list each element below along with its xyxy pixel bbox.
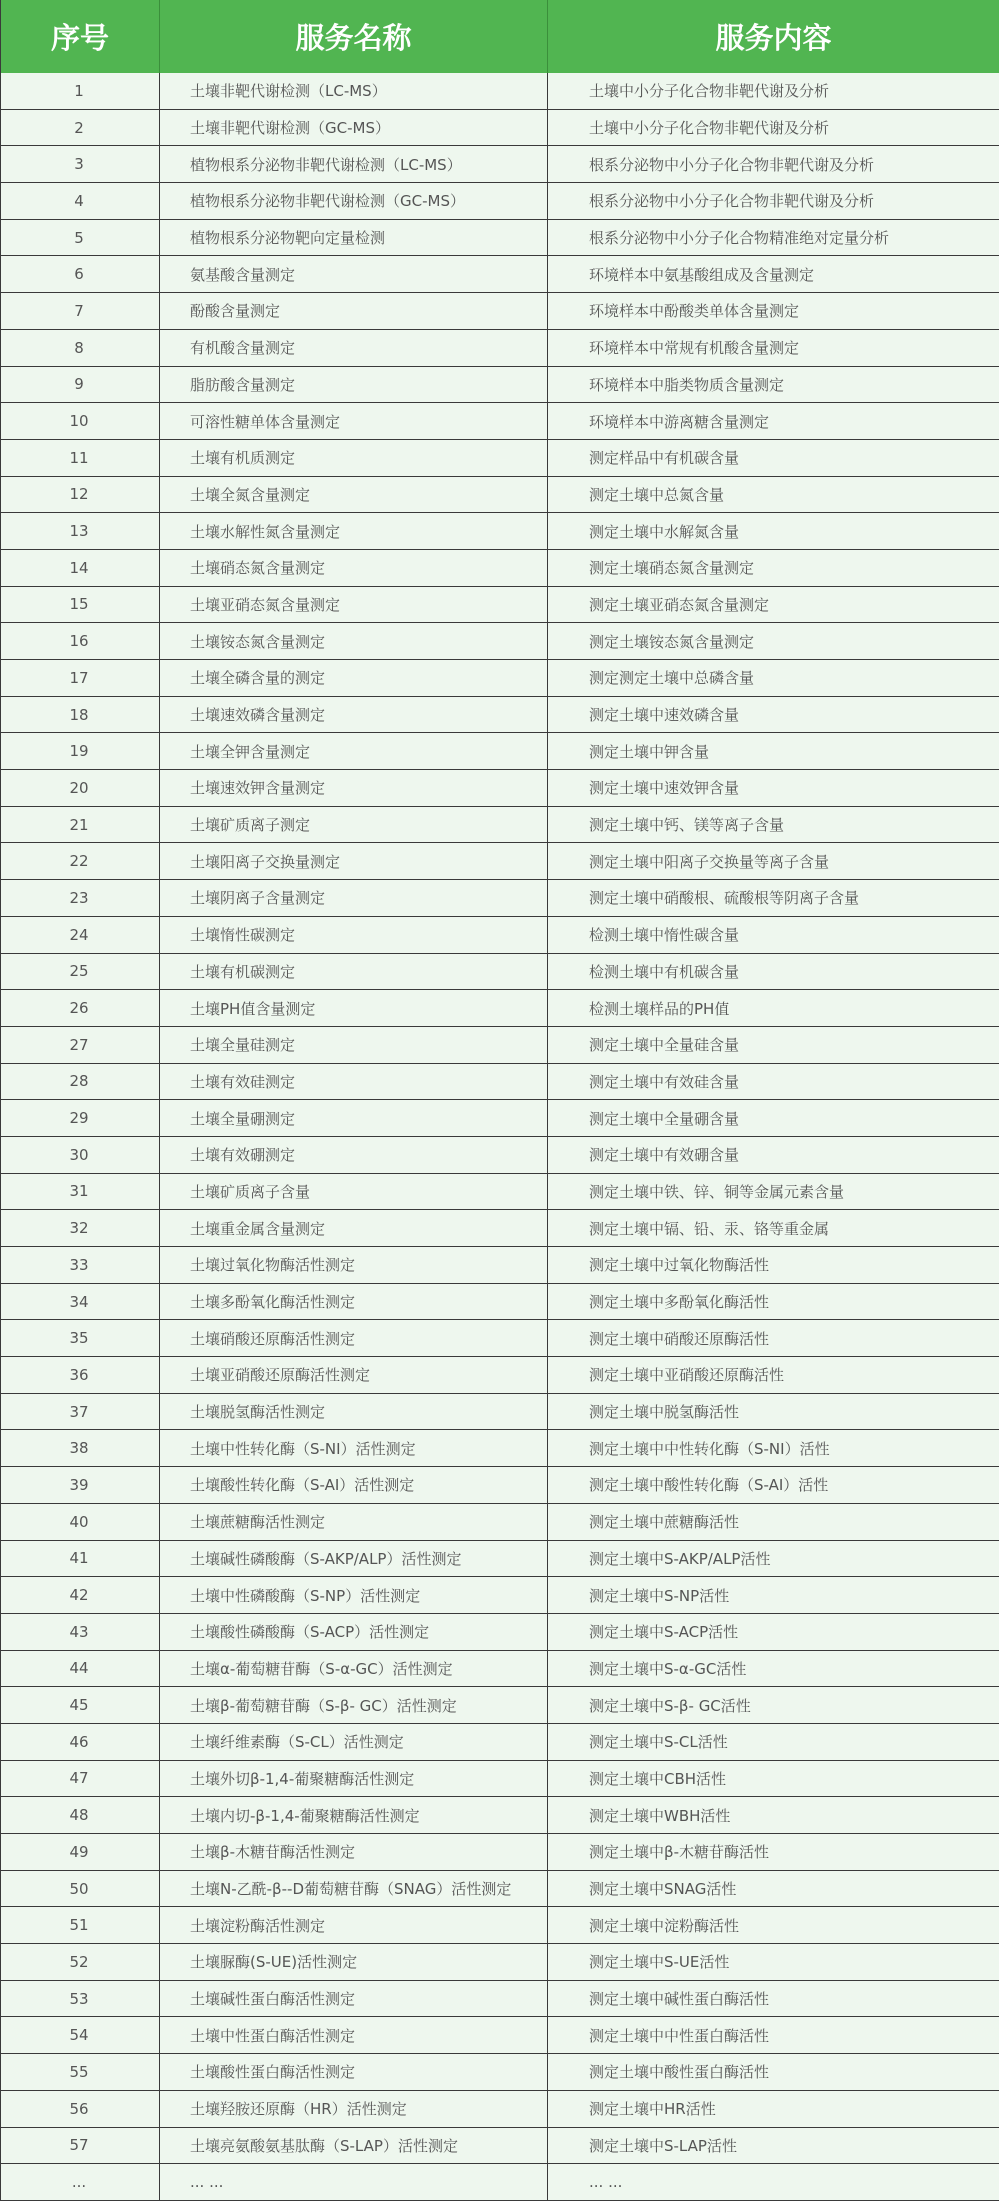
service-content-cell: 环境样本中酚酸类单体含量测定 (548, 293, 999, 330)
service-name-cell: 土壤水解性氮含量测定 (160, 513, 548, 550)
service-content-cell: 测定土壤中碱性蛋白酶活性 (548, 1981, 999, 2018)
service-name-cell: 土壤非靶代谢检测（GC-MS） (160, 110, 548, 147)
row-number: 47 (1, 1761, 160, 1798)
service-content-cell: 测定土壤中S-ACP活性 (548, 1614, 999, 1651)
service-content-cell: 环境样本中氨基酸组成及含量测定 (548, 256, 999, 293)
service-content-cell: 测定土壤中S-AKP/ALP活性 (548, 1541, 999, 1578)
row-number: 52 (1, 1944, 160, 1981)
row-number: 51 (1, 1907, 160, 1944)
row-number: 12 (1, 477, 160, 514)
service-name-cell: 土壤速效磷含量测定 (160, 697, 548, 734)
service-content-cell: 测定土壤中速效磷含量 (548, 697, 999, 734)
service-content-cell: 根系分泌物中小分子化合物非靶代谢及分析 (548, 183, 999, 220)
service-name-cell: 土壤PH值含量测定 (160, 990, 548, 1027)
row-number: 17 (1, 660, 160, 697)
row-number: 20 (1, 770, 160, 807)
service-name-cell: 酚酸含量测定 (160, 293, 548, 330)
service-content-cell: 测定土壤中铁、锌、铜等金属元素含量 (548, 1174, 999, 1211)
row-number: 15 (1, 587, 160, 624)
row-number: 23 (1, 880, 160, 917)
row-number: 38 (1, 1430, 160, 1467)
row-number: 40 (1, 1504, 160, 1541)
service-content-cell: 检测土壤样品的PH值 (548, 990, 999, 1027)
service-name-cell: 植物根系分泌物非靶代谢检测（GC-MS） (160, 183, 548, 220)
row-number: 25 (1, 954, 160, 991)
service-name-cell: 土壤酸性磷酸酶（S-ACP）活性测定 (160, 1614, 548, 1651)
row-number: 41 (1, 1541, 160, 1578)
row-number: 32 (1, 1210, 160, 1247)
row-number: ... (1, 2164, 160, 2201)
service-content-cell: 土壤中小分子化合物非靶代谢及分析 (548, 73, 999, 110)
row-number: 33 (1, 1247, 160, 1284)
service-name-cell: 土壤全量硼测定 (160, 1100, 548, 1137)
row-number: 3 (1, 146, 160, 183)
service-content-cell: 测定土壤中SNAG活性 (548, 1871, 999, 1908)
row-number: 29 (1, 1100, 160, 1137)
service-name-cell: 土壤硝态氮含量测定 (160, 550, 548, 587)
row-number: 54 (1, 2017, 160, 2054)
service-content-cell: 测定土壤中淀粉酶活性 (548, 1907, 999, 1944)
service-name-cell: 土壤硝酸还原酶活性测定 (160, 1320, 548, 1357)
row-number: 11 (1, 440, 160, 477)
service-name-cell: 有机酸含量测定 (160, 330, 548, 367)
service-name-cell: 土壤β-木糖苷酶活性测定 (160, 1834, 548, 1871)
row-number: 27 (1, 1027, 160, 1064)
service-content-cell: 测定土壤中阳离子交换量等离子含量 (548, 843, 999, 880)
service-name-cell: 土壤N-乙酰-β--D葡萄糖苷酶（SNAG）活性测定 (160, 1871, 548, 1908)
service-name-cell: 可溶性糖单体含量测定 (160, 403, 548, 440)
service-content-cell: 测定土壤中钙、镁等离子含量 (548, 807, 999, 844)
row-number: 5 (1, 220, 160, 257)
service-name-cell: 土壤有机碳测定 (160, 954, 548, 991)
service-name-cell: 植物根系分泌物非靶代谢检测（LC-MS） (160, 146, 548, 183)
row-number: 28 (1, 1064, 160, 1101)
row-number: 35 (1, 1320, 160, 1357)
service-name-cell: 土壤外切β-1,4-葡聚糖酶活性测定 (160, 1761, 548, 1798)
service-content-cell: 环境样本中常规有机酸含量测定 (548, 330, 999, 367)
service-name-cell: 土壤亮氨酸氨基肽酶（S-LAP）活性测定 (160, 2128, 548, 2165)
header-col-no: 序号 (1, 0, 160, 73)
service-name-cell: 土壤中性蛋白酶活性测定 (160, 2017, 548, 2054)
row-number: 26 (1, 990, 160, 1027)
row-number: 1 (1, 73, 160, 110)
service-content-cell: 根系分泌物中小分子化合物非靶代谢及分析 (548, 146, 999, 183)
service-content-cell: 测定土壤中酸性蛋白酶活性 (548, 2054, 999, 2091)
service-content-cell: 测定土壤中S-NP活性 (548, 1577, 999, 1614)
row-number: 44 (1, 1651, 160, 1688)
row-number: 8 (1, 330, 160, 367)
row-number: 10 (1, 403, 160, 440)
service-content-cell: 测定土壤中速效钾含量 (548, 770, 999, 807)
row-number: 19 (1, 733, 160, 770)
row-number: 34 (1, 1284, 160, 1321)
service-content-cell: 测定土壤中硝酸还原酶活性 (548, 1320, 999, 1357)
service-name-cell: 土壤有效硅测定 (160, 1064, 548, 1101)
service-content-cell: 测定土壤中WBH活性 (548, 1797, 999, 1834)
header-col-name: 服务名称 (160, 0, 548, 73)
row-number: 22 (1, 843, 160, 880)
service-name-cell: 土壤脱氢酶活性测定 (160, 1394, 548, 1431)
row-number: 13 (1, 513, 160, 550)
service-content-cell: 测定土壤中亚硝酸还原酶活性 (548, 1357, 999, 1394)
service-content-cell: 测定土壤硝态氮含量测定 (548, 550, 999, 587)
service-content-cell: 测定土壤中有效硅含量 (548, 1064, 999, 1101)
service-content-cell: 测定土壤中CBH活性 (548, 1761, 999, 1798)
service-name-cell: 土壤全钾含量测定 (160, 733, 548, 770)
row-number: 6 (1, 256, 160, 293)
service-content-cell: 测定土壤中β-木糖苷酶活性 (548, 1834, 999, 1871)
service-name-cell: 土壤碱性磷酸酶（S-AKP/ALP）活性测定 (160, 1541, 548, 1578)
service-content-cell: 测定土壤中全量硅含量 (548, 1027, 999, 1064)
service-name-cell: 土壤矿质离子测定 (160, 807, 548, 844)
service-name-cell: 土壤β-葡萄糖苷酶（S-β- GC）活性测定 (160, 1687, 548, 1724)
row-number: 55 (1, 2054, 160, 2091)
service-content-cell: 测定土壤铵态氮含量测定 (548, 623, 999, 660)
row-number: 2 (1, 110, 160, 147)
row-number: 4 (1, 183, 160, 220)
service-content-cell: 测定土壤中硝酸根、硫酸根等阴离子含量 (548, 880, 999, 917)
service-name-cell: 土壤亚硝态氮含量测定 (160, 587, 548, 624)
service-name-cell: 土壤阳离子交换量测定 (160, 843, 548, 880)
service-content-cell: 测定土壤中钾含量 (548, 733, 999, 770)
service-content-cell: 测定土壤中多酚氧化酶活性 (548, 1284, 999, 1321)
service-name-cell: 土壤惰性碳测定 (160, 917, 548, 954)
row-number: 43 (1, 1614, 160, 1651)
service-content-cell: 测定土壤中酸性转化酶（S-AI）活性 (548, 1467, 999, 1504)
service-content-cell: 测定土壤亚硝态氮含量测定 (548, 587, 999, 624)
service-content-cell: 测定土壤中镉、铅、汞、铬等重金属 (548, 1210, 999, 1247)
service-content-cell: 土壤中小分子化合物非靶代谢及分析 (548, 110, 999, 147)
service-name-cell: 氨基酸含量测定 (160, 256, 548, 293)
row-number: 39 (1, 1467, 160, 1504)
row-number: 24 (1, 917, 160, 954)
service-name-cell: 土壤脲酶(S-UE)活性测定 (160, 1944, 548, 1981)
service-content-cell: 测定土壤中水解氮含量 (548, 513, 999, 550)
service-content-cell: 检测土壤中有机碳含量 (548, 954, 999, 991)
service-name-cell: 脂肪酸含量测定 (160, 367, 548, 404)
service-name-cell: 土壤矿质离子含量 (160, 1174, 548, 1211)
service-name-cell: 土壤α-葡萄糖苷酶（S-α-GC）活性测定 (160, 1651, 548, 1688)
service-content-cell: 测定土壤中HR活性 (548, 2091, 999, 2128)
service-content-cell: 测定土壤中S-α-GC活性 (548, 1651, 999, 1688)
header-col-content: 服务内容 (548, 0, 999, 73)
service-name-cell: 土壤重金属含量测定 (160, 1210, 548, 1247)
service-content-cell: 测定测定土壤中总磷含量 (548, 660, 999, 697)
service-name-cell: 土壤亚硝酸还原酶活性测定 (160, 1357, 548, 1394)
service-name-cell: 土壤有效硼测定 (160, 1137, 548, 1174)
service-content-cell: 测定土壤中S-CL活性 (548, 1724, 999, 1761)
service-content-cell: ... ... (548, 2164, 999, 2201)
service-name-cell: 土壤酸性转化酶（S-AI）活性测定 (160, 1467, 548, 1504)
service-content-cell: 检测土壤中惰性碳含量 (548, 917, 999, 954)
service-name-cell: 土壤内切-β-1,4-葡聚糖酶活性测定 (160, 1797, 548, 1834)
service-content-cell: 根系分泌物中小分子化合物精准绝对定量分析 (548, 220, 999, 257)
service-content-cell: 环境样本中游离糖含量测定 (548, 403, 999, 440)
row-number: 21 (1, 807, 160, 844)
service-name-cell: 土壤全量硅测定 (160, 1027, 548, 1064)
row-number: 14 (1, 550, 160, 587)
service-name-cell: 土壤有机质测定 (160, 440, 548, 477)
service-name-cell: 土壤碱性蛋白酶活性测定 (160, 1981, 548, 2018)
row-number: 46 (1, 1724, 160, 1761)
service-content-cell: 测定土壤中中性蛋白酶活性 (548, 2017, 999, 2054)
row-number: 45 (1, 1687, 160, 1724)
service-content-cell: 测定土壤中有效硼含量 (548, 1137, 999, 1174)
row-number: 31 (1, 1174, 160, 1211)
service-content-cell: 环境样本中脂类物质含量测定 (548, 367, 999, 404)
service-content-cell: 测定土壤中中性转化酶（S-NI）活性 (548, 1430, 999, 1467)
service-content-cell: 测定土壤中S-β- GC活性 (548, 1687, 999, 1724)
service-content-cell: 测定土壤中过氧化物酶活性 (548, 1247, 999, 1284)
service-name-cell: 土壤羟胺还原酶（HR）活性测定 (160, 2091, 548, 2128)
service-name-cell: 土壤非靶代谢检测（LC-MS） (160, 73, 548, 110)
service-name-cell: 土壤全氮含量测定 (160, 477, 548, 514)
service-content-cell: 测定样品中有机碳含量 (548, 440, 999, 477)
service-name-cell: 土壤多酚氧化酶活性测定 (160, 1284, 548, 1321)
service-name-cell: 土壤铵态氮含量测定 (160, 623, 548, 660)
service-name-cell: 土壤速效钾含量测定 (160, 770, 548, 807)
service-name-cell: 土壤纤维素酶（S-CL）活性测定 (160, 1724, 548, 1761)
service-name-cell: 土壤蔗糖酶活性测定 (160, 1504, 548, 1541)
row-number: 53 (1, 1981, 160, 2018)
row-number: 9 (1, 367, 160, 404)
row-number: 36 (1, 1357, 160, 1394)
service-content-cell: 测定土壤中全量硼含量 (548, 1100, 999, 1137)
service-name-cell: ... ... (160, 2164, 548, 2201)
service-name-cell: 土壤全磷含量的测定 (160, 660, 548, 697)
service-name-cell: 土壤淀粉酶活性测定 (160, 1907, 548, 1944)
row-number: 37 (1, 1394, 160, 1431)
row-number: 42 (1, 1577, 160, 1614)
row-number: 30 (1, 1137, 160, 1174)
service-content-cell: 测定土壤中S-UE活性 (548, 1944, 999, 1981)
service-content-cell: 测定土壤中总氮含量 (548, 477, 999, 514)
row-number: 7 (1, 293, 160, 330)
service-name-cell: 植物根系分泌物靶向定量检测 (160, 220, 548, 257)
service-name-cell: 土壤中性磷酸酶（S-NP）活性测定 (160, 1577, 548, 1614)
row-number: 57 (1, 2128, 160, 2165)
service-content-cell: 测定土壤中蔗糖酶活性 (548, 1504, 999, 1541)
service-name-cell: 土壤酸性蛋白酶活性测定 (160, 2054, 548, 2091)
row-number: 50 (1, 1871, 160, 1908)
row-number: 49 (1, 1834, 160, 1871)
row-number: 48 (1, 1797, 160, 1834)
row-number: 16 (1, 623, 160, 660)
row-number: 56 (1, 2091, 160, 2128)
service-content-cell: 测定土壤中脱氢酶活性 (548, 1394, 999, 1431)
service-content-cell: 测定土壤中S-LAP活性 (548, 2128, 999, 2165)
service-name-cell: 土壤中性转化酶（S-NI）活性测定 (160, 1430, 548, 1467)
service-name-cell: 土壤过氧化物酶活性测定 (160, 1247, 548, 1284)
service-name-cell: 土壤阴离子含量测定 (160, 880, 548, 917)
row-number: 18 (1, 697, 160, 734)
